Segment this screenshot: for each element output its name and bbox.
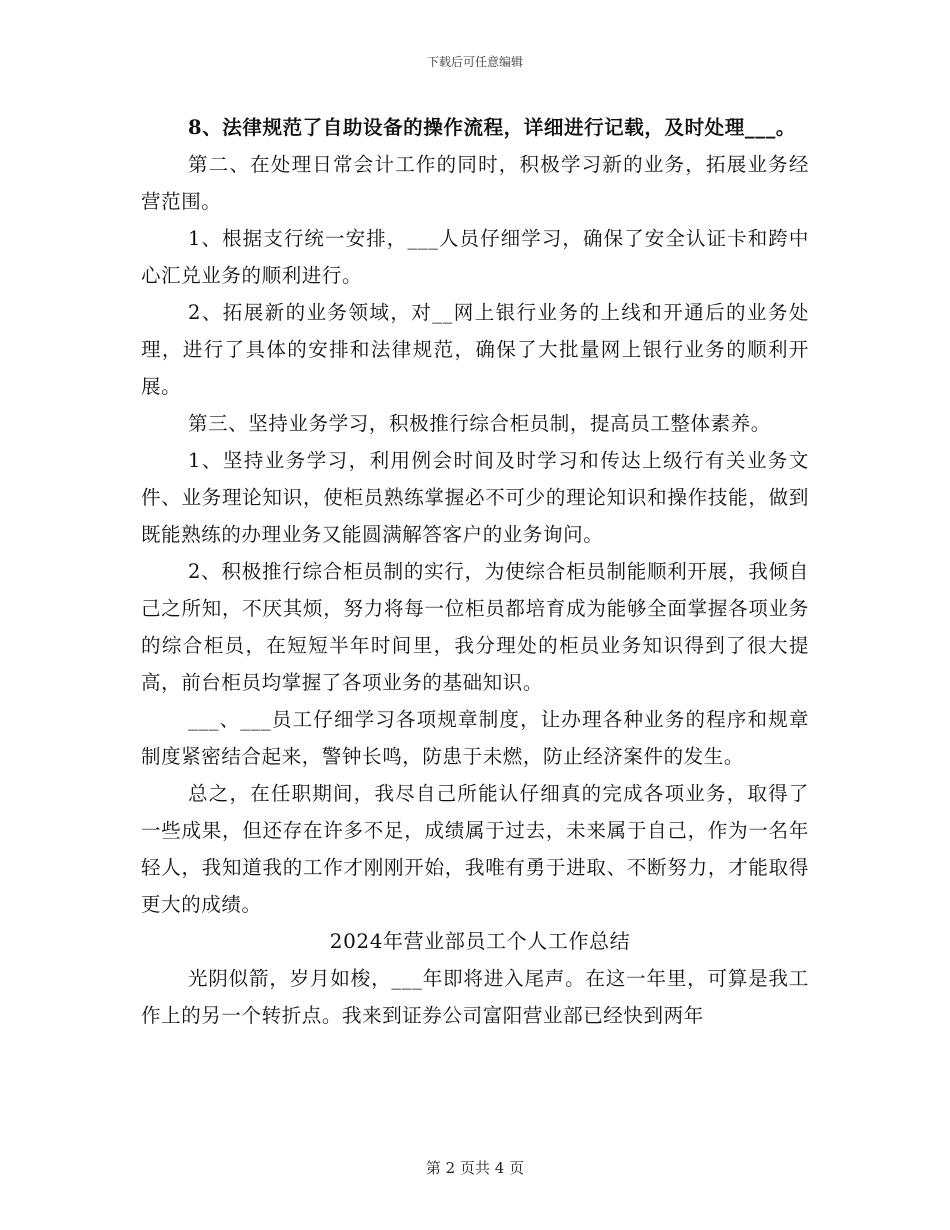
paragraph-two-item-1: 1、根据支行统一安排，___人员仔细学习，确保了安全认证卡和跨中心汇兑业务的顺利进行。 xyxy=(141,227,809,287)
document-body xyxy=(141,109,809,1034)
paragraph-section-three: 第三、坚持业务学习，积极推行综合柜员制，提高员工整体素养。 xyxy=(188,412,771,435)
section-title: 2024年营业部员工个人工作总结 xyxy=(329,929,631,953)
paragraph-item-8: 8、法律规范了自助设备的操作流程，详细进行记载，及时处理___。 xyxy=(188,116,797,139)
paragraph-closing: 光阴似箭，岁月如梭，___年即将进入尾声。在这一年里，可算是我工作上的另一个转折点。我来到证券公司富阳营业部已经快到两年 xyxy=(141,967,809,1027)
paragraph-summary: 总之，在任职期间，我尽自己所能认仔细真的完成各项业务，取得了一些成果，但还存在许多不足，成绩属于过去，未来属于自己，作为一名年轻人，我知道我的工作才刚刚开始，我唯有勇于进取、不断努力，才能取得更大的成绩。 xyxy=(141,782,809,916)
page-number-footer: 第 2 页共 4 页 xyxy=(425,1159,525,1177)
page-header-note: 下载后可任意编辑 xyxy=(426,55,523,69)
paragraph-two-item-2: 2、拓展新的业务领域，对__网上银行业务的上线和开通后的业务处理，进行了具体的安排和法律规范，确保了大批量网上银行业务的顺利开展。 xyxy=(141,301,809,398)
paragraph-three-item-2: 2、积极推行综合柜员制的实行，为使综合柜员制能顺利开展，我倾自己之所知，不厌其烦，努力将每一位柜员都培育成为能够全面掌握各项业务的综合柜员，在短短半年时间里，我分理处的柜员业务知识得到了很大提高，前台柜员均掌握了各项业务的基础知识。 xyxy=(141,560,809,694)
paragraph-three-item-1: 1、坚持业务学习，利用例会时间及时学习和传达上级行有关业务文件、业务理论知识，使柜员熟练掌握必不可少的理论知识和操作技能，做到既能熟练的办理业务又能圆满解答客户的业务询问。 xyxy=(141,449,809,546)
paragraph-section-two: 第二、在处理日常会计工作的同时，积极学习新的业务，拓展业务经营范围。 xyxy=(141,153,809,213)
paragraph-rules: ___、___员工仔细学习各项规章制度，让办理各种业务的程序和规章制度紧密结合起来，警钟长鸣，防患于未燃，防止经济案件的发生。 xyxy=(141,708,809,768)
